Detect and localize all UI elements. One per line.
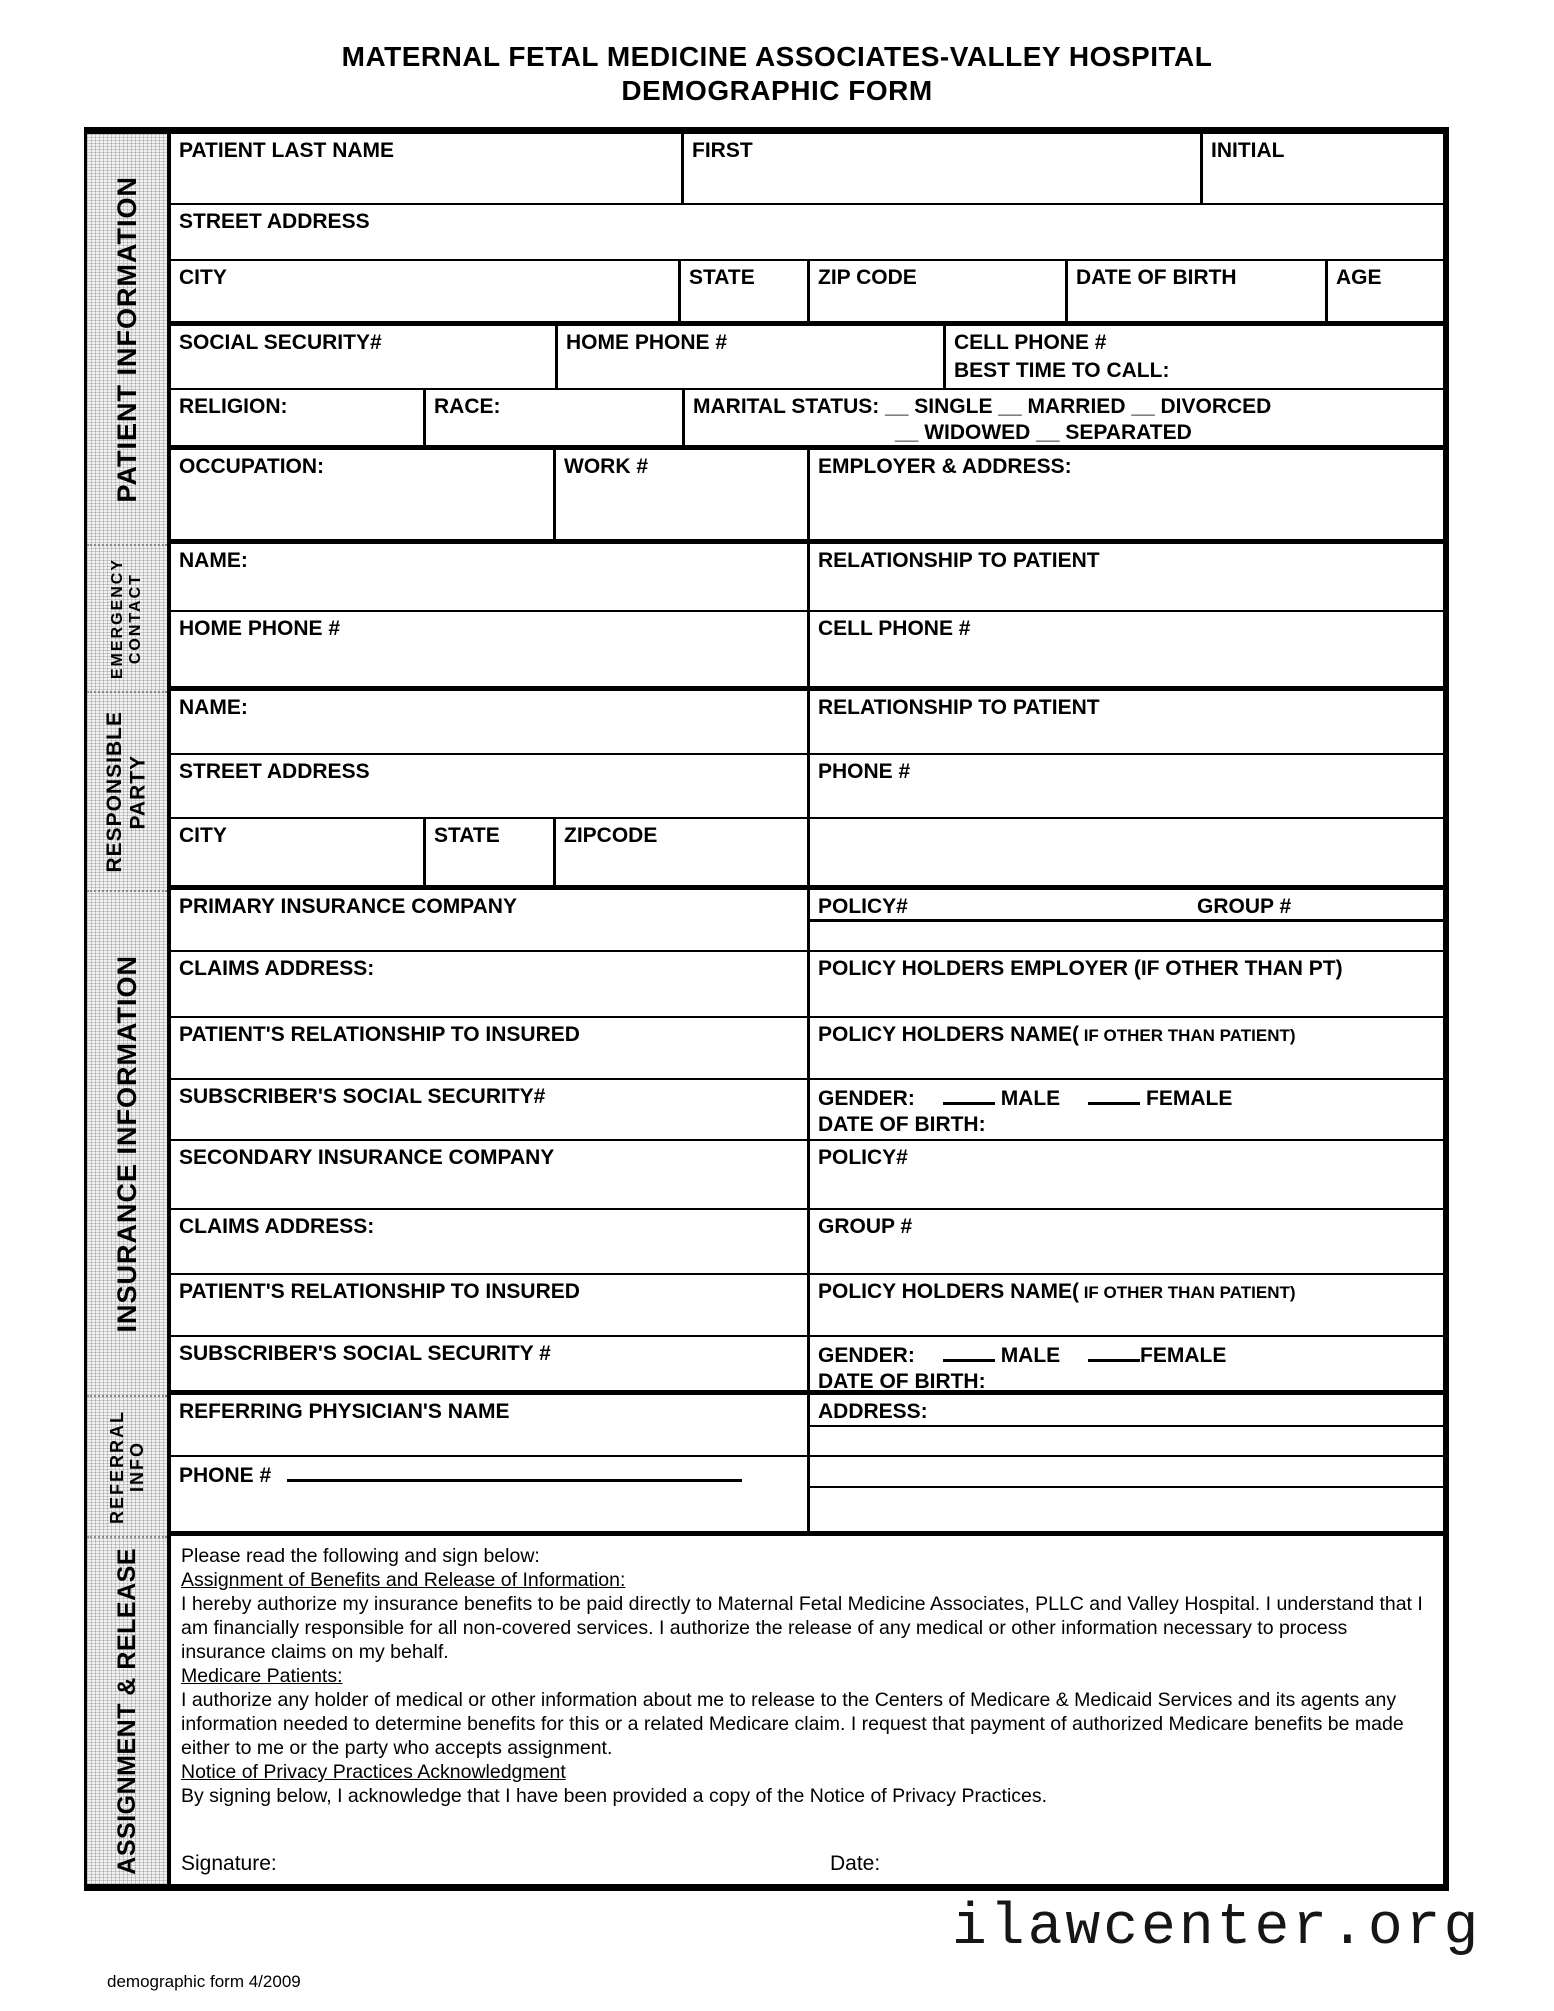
field-primary-subscribers-ssn: SUBSCRIBER'S SOCIAL SECURITY# — [179, 1085, 546, 1108]
form-title — [0, 40, 1554, 108]
assignment-privacy-text: By signing below, I acknowledge that I have been provided a copy of the Notice of Privacy Practices. — [181, 1785, 1048, 1807]
row-patient-street — [171, 205, 1443, 261]
field-emergency-cell-phone: CELL PHONE # — [807, 612, 1443, 686]
row-referring-physician — [171, 1395, 1443, 1457]
secondary-gender-female-blank — [1088, 1341, 1140, 1362]
field-primary-insurance-company: PRIMARY INSURANCE COMPANY — [179, 895, 517, 918]
field-emergency-home-phone: HOME PHONE # — [179, 617, 341, 640]
assignment-intro: Please read the following and sign below: — [181, 1545, 540, 1567]
field-primary-claims-address: CLAIMS ADDRESS: — [179, 957, 375, 980]
signature-label: Signature: — [181, 1852, 277, 1875]
field-patient-occupation: OCCUPATION: — [179, 455, 325, 478]
field-patient-first-name: FIRST — [681, 134, 1200, 203]
sidebar-assignment-release — [87, 1536, 167, 1884]
signature-row — [181, 1852, 1431, 1876]
row-emergency-name — [171, 544, 1443, 612]
field-responsible-city: CITY — [179, 824, 227, 847]
field-patient-city: CITY — [179, 266, 227, 289]
form-title-line1: MATERNAL FETAL MEDICINE ASSOCIATES-VALLEY HOSPITAL — [341, 41, 1213, 72]
field-patient-cell-phone: CELL PHONE # BEST TIME TO CALL: — [943, 326, 1443, 388]
sidebar-patient-information-label: PATIENT INFORMATION — [111, 175, 142, 503]
field-primary-policy-holders-employer: POLICY HOLDERS EMPLOYER (IF OTHER THAN PT) — [807, 952, 1443, 1016]
field-primary-gender-dob: GENDER: MALE FEMALE DATE OF BIRTH: — [807, 1080, 1443, 1139]
field-referring-physician-name: REFERRING PHYSICIAN'S NAME — [179, 1400, 510, 1423]
form-title-line2: DEMOGRAPHIC FORM — [621, 75, 933, 106]
row-secondary-insurance — [171, 1141, 1443, 1210]
field-secondary-group: GROUP # — [807, 1210, 1443, 1273]
sidebar-emergency-contact — [87, 544, 167, 691]
field-responsible-blank — [807, 819, 1443, 885]
field-responsible-street-address: STREET ADDRESS — [179, 760, 370, 783]
field-referral-address-lines — [807, 1457, 1443, 1531]
field-patient-zip-code: ZIP CODE — [807, 261, 1065, 321]
sidebar-emergency-contact-label: EMERGENCY CONTACT — [109, 557, 144, 680]
field-primary-policy-group — [807, 890, 1443, 950]
row-responsible-city — [171, 819, 1443, 890]
row-primary-insurance — [171, 890, 1443, 952]
field-patient-age: AGE — [1325, 261, 1443, 321]
form-table — [84, 127, 1449, 1891]
row-secondary-claims — [171, 1210, 1443, 1275]
field-primary-patients-relationship: PATIENT'S RELATIONSHIP TO INSURED — [179, 1023, 580, 1046]
row-emergency-phones — [171, 612, 1443, 691]
field-emergency-name: NAME: — [179, 549, 248, 572]
assignment-release-text — [171, 1536, 1443, 1884]
field-patient-social-security: SOCIAL SECURITY# — [179, 331, 382, 354]
section-sidebar — [87, 134, 171, 1884]
field-secondary-policy-holders-name: POLICY HOLDERS NAME( IF OTHER THAN PATIENT) — [807, 1275, 1443, 1335]
date-label: Date: — [830, 1852, 881, 1875]
field-patient-religion: RELIGION: — [179, 395, 288, 418]
field-secondary-gender-dob: GENDER: MALE FEMALE DATE OF BIRTH: — [807, 1337, 1443, 1390]
row-primary-claims — [171, 952, 1443, 1018]
field-patient-state: STATE — [678, 261, 807, 321]
field-responsible-name: NAME: — [179, 696, 248, 719]
row-patient-city — [171, 261, 1443, 326]
sidebar-referral-info-label: REFERRAL INFO — [106, 1409, 147, 1524]
field-secondary-insurance-company: SECONDARY INSURANCE COMPANY — [179, 1146, 555, 1169]
sidebar-insurance-information — [87, 890, 167, 1395]
assignment-medicare-heading: Medicare Patients: — [181, 1665, 343, 1687]
field-best-time-to-call: BEST TIME TO CALL: — [954, 359, 1170, 382]
field-patient-race: RACE: — [423, 390, 682, 445]
field-primary-policy-holders-name: POLICY HOLDERS NAME( IF OTHER THAN PATIENT) — [807, 1018, 1443, 1078]
field-patient-work-phone: WORK # — [553, 450, 807, 539]
row-primary-subscriber — [171, 1080, 1443, 1141]
form-grid — [171, 134, 1443, 1884]
row-secondary-subscriber — [171, 1337, 1443, 1395]
row-referral-phone — [171, 1457, 1443, 1536]
row-patient-occupation — [171, 450, 1443, 544]
assignment-benefits-heading: Assignment of Benefits and Release of Information: — [181, 1569, 626, 1591]
sidebar-responsible-party — [87, 691, 167, 890]
secondary-dob-label: DATE OF BIRTH: — [818, 1370, 986, 1393]
field-patient-home-phone: HOME PHONE # — [555, 326, 943, 388]
field-patient-date-of-birth: DATE OF BIRTH — [1065, 261, 1325, 321]
field-patient-initial: INITIAL — [1200, 134, 1443, 203]
field-patient-employer-address: EMPLOYER & ADDRESS: — [807, 450, 1443, 539]
field-responsible-state: STATE — [423, 819, 553, 885]
sidebar-patient-information — [87, 134, 167, 544]
field-patient-marital-status: MARITAL STATUS: __ SINGLE __ MARRIED __ DIVORCED __ WIDOWED __ SEPARATED — [682, 390, 1443, 445]
row-responsible-name — [171, 691, 1443, 755]
field-referral-phone: PHONE # — [171, 1457, 807, 1531]
assignment-benefits-text: I hereby authorize my insurance benefits to be paid directly to Maternal Fetal Medicine Associates, PLLC and Valley Hospital. I understand that I am financially responsible for all non-covered services. I authorize the release of any medical or other information necessary to process insurance claims on my behalf. — [181, 1593, 1423, 1663]
field-secondary-policy: POLICY# — [807, 1141, 1443, 1208]
assignment-medicare-text: I authorize any holder of medical or other information about me to release to the Centers of Medicare & Medicaid Services and its agents any information needed to determine benefits for this or a related Medicare claim. I request that payment of authorized Medicare benefits be made either to me or the party who accepts assignment. — [181, 1689, 1404, 1759]
field-referral-address: ADDRESS: — [807, 1395, 1443, 1455]
row-patient-name — [171, 134, 1443, 205]
primary-gender-female-blank — [1088, 1084, 1140, 1105]
row-patient-religion — [171, 390, 1443, 450]
secondary-gender-male-blank — [943, 1341, 995, 1362]
form-version-text: demographic form 4/2009 — [107, 1972, 301, 1991]
primary-policy-label: POLICY# — [818, 895, 908, 918]
sidebar-insurance-information-label: INSURANCE INFORMATION — [111, 954, 142, 1333]
watermark-text: ilawcenter.org — [952, 1896, 1482, 1961]
field-patient-street-address: STREET ADDRESS — [179, 210, 370, 233]
field-responsible-relationship: RELATIONSHIP TO PATIENT — [807, 691, 1443, 753]
field-emergency-relationship: RELATIONSHIP TO PATIENT — [807, 544, 1443, 610]
field-patient-last-name: PATIENT LAST NAME — [179, 139, 395, 162]
assignment-privacy-heading: Notice of Privacy Practices Acknowledgment — [181, 1761, 566, 1783]
row-assignment-release — [171, 1536, 1443, 1884]
field-secondary-patients-relationship: PATIENT'S RELATIONSHIP TO INSURED — [179, 1280, 580, 1303]
sidebar-responsible-party-label: RESPONSIBLE PARTY — [103, 710, 150, 873]
primary-dob-label: DATE OF BIRTH: — [818, 1113, 986, 1136]
referral-phone-blank — [287, 1461, 742, 1482]
referral-address-line2 — [810, 1457, 1443, 1488]
primary-group-label: GROUP # — [1197, 895, 1292, 918]
sidebar-referral-info — [87, 1395, 167, 1536]
field-responsible-phone: PHONE # — [807, 755, 1443, 817]
field-secondary-subscribers-ssn: SUBSCRIBER'S SOCIAL SECURITY # — [179, 1342, 551, 1365]
field-secondary-claims-address: CLAIMS ADDRESS: — [179, 1215, 375, 1238]
sidebar-assignment-release-label: ASSIGNMENT & RELEASE — [113, 1547, 141, 1875]
row-responsible-street — [171, 755, 1443, 819]
row-primary-relationship — [171, 1018, 1443, 1080]
row-secondary-relationship — [171, 1275, 1443, 1337]
primary-gender-male-blank — [943, 1084, 995, 1105]
row-patient-phones — [171, 326, 1443, 390]
field-responsible-zipcode: ZIPCODE — [553, 819, 807, 885]
